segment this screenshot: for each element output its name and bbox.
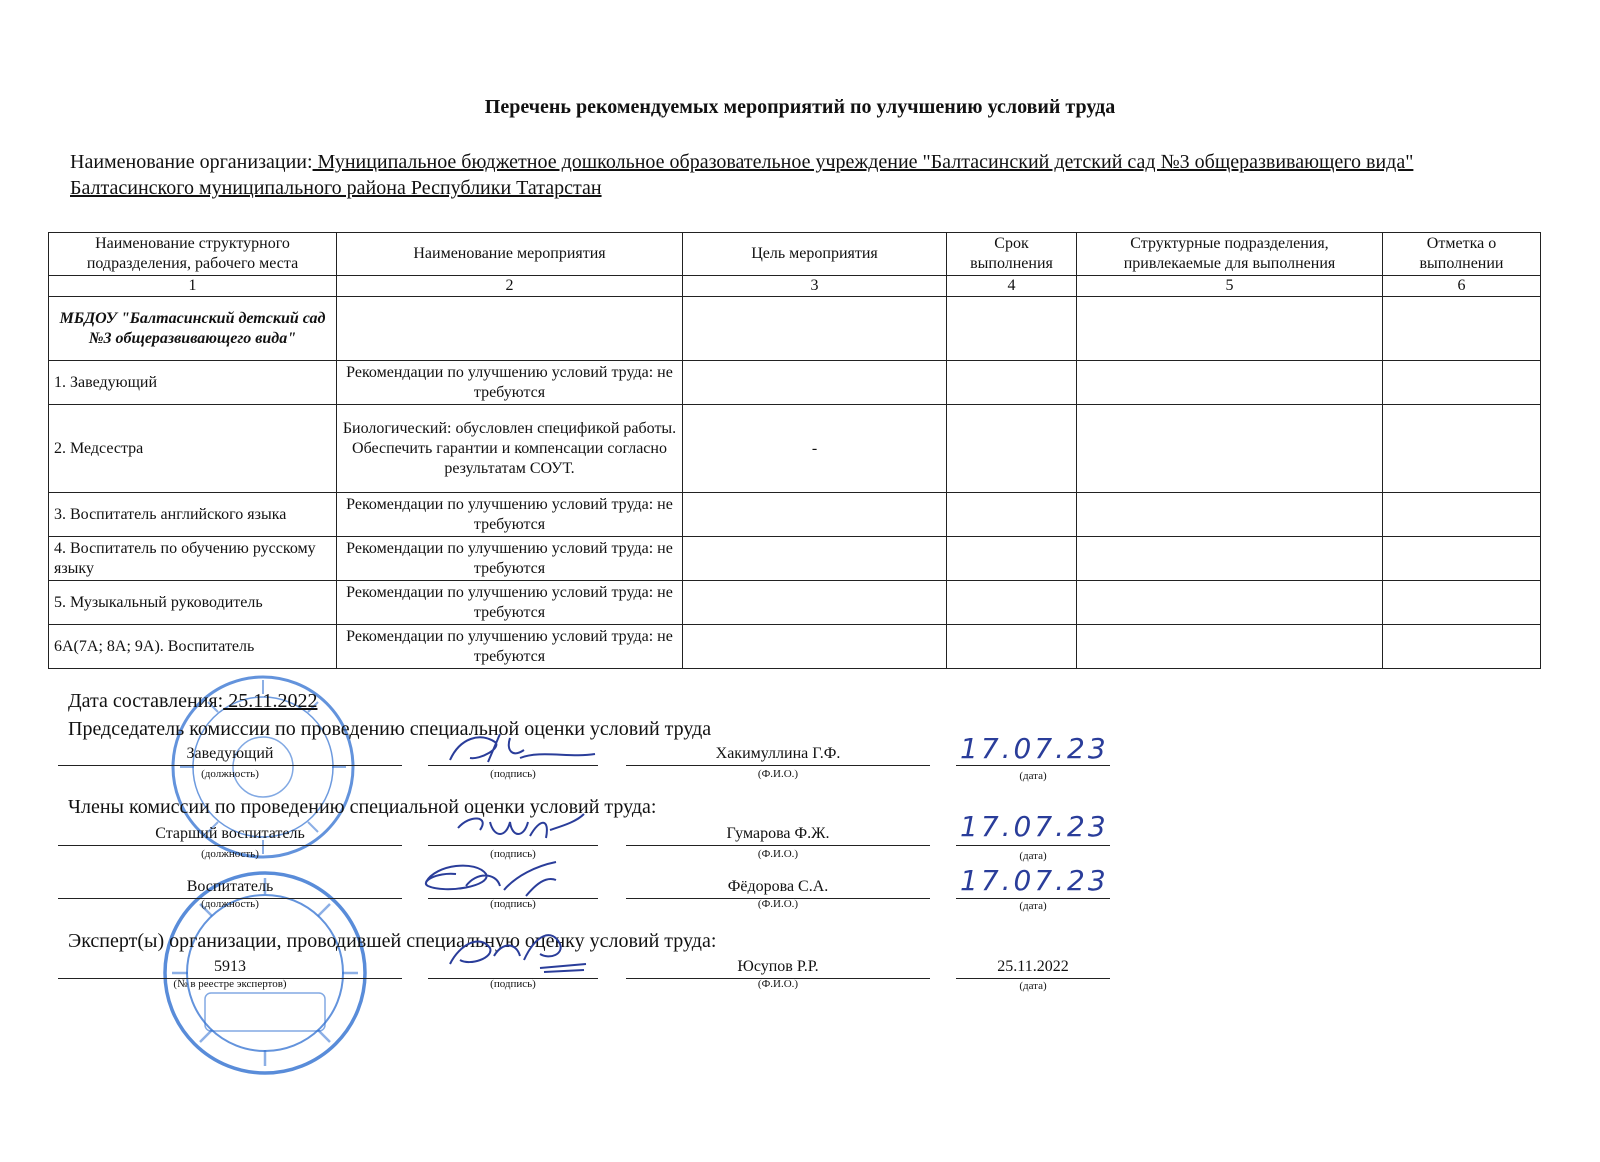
date-label: Дата составления: (68, 690, 224, 712)
member2-handwritten-date: 17.07.23 (960, 864, 1109, 897)
place-cell: 5. Музыкальный руководитель (49, 581, 337, 625)
column-numbers-row (49, 276, 1541, 297)
caption-fio: (Ф.И.О.) (757, 978, 799, 990)
chair-handwritten-date: 17.07.23 (960, 732, 1109, 765)
measure-cell: Рекомендации по улучшению условий труда: не требуются (337, 361, 683, 405)
expert-fio: Юсупов Р.Р. (626, 956, 930, 979)
chair-signature-icon (440, 728, 600, 768)
organization-cell: МБДОУ "Балтасинский детский сад №3 общеразвивающего вида" (49, 297, 337, 361)
caption-signature: (подпись) (490, 898, 536, 910)
expert-label: Эксперт(ы) организации, проводившей специальную оценку условий труда: (68, 930, 717, 952)
caption-fio: (Ф.И.О.) (757, 898, 799, 910)
caption-registry: (№ в реестре экспертов) (173, 978, 287, 990)
measure-cell: Рекомендации по улучшению условий труда: не требуются (337, 625, 683, 669)
header-deadline: Срок выполнения (947, 233, 1077, 276)
column-number: 6 (1383, 276, 1541, 297)
measure-cell: Рекомендации по улучшению условий труда: не требуются (337, 581, 683, 625)
caption-signature: (подпись) (490, 848, 536, 860)
member1-position: Старший воспитатель (58, 823, 402, 846)
table-row (49, 493, 1541, 537)
column-number: 3 (683, 276, 947, 297)
caption-date: (дата) (1019, 980, 1047, 992)
caption-fio: (Ф.И.О.) (757, 848, 799, 860)
member2-signature-icon (416, 856, 566, 904)
header-measure: Наименование мероприятия (337, 233, 683, 276)
expert-signature-icon (440, 924, 590, 978)
goal-cell (683, 581, 947, 625)
place-cell: 4. Воспитатель по обучению русскому языку (49, 537, 337, 581)
member1-handwritten-date: 17.07.23 (960, 810, 1109, 843)
goal-cell: - (683, 405, 947, 493)
document-title: Перечень рекомендуемых мероприятий по улучшению условий труда (484, 96, 1116, 118)
organization-label: Наименование организации: (70, 151, 313, 173)
expert-registry-number: 5913 (58, 956, 402, 979)
chair-fio: Хакимуллина Г.Ф. (626, 743, 930, 766)
measure-cell: Биологический: обусловлен спецификой работы. Обеспечить гарантии и компенсации согласно результатам СОУТ. (337, 405, 683, 493)
organization-name: Муниципальное бюджетное дошкольное образовательное учреждение "Балтасинский детский сад №3 общеразвивающего вида" Балтасинского муниципального района Республики Татарстан (70, 151, 1414, 199)
organization-line (70, 149, 1510, 201)
caption-date: (дата) (1019, 770, 1047, 782)
caption-fio: (Ф.И.О.) (757, 768, 799, 780)
chair-position: Заведующий (58, 743, 402, 766)
header-departments: Структурные подразделения, привлекаемые для выполнения (1077, 233, 1383, 276)
caption-position: (должность) (201, 848, 259, 860)
place-cell: 2. Медсестра (49, 405, 337, 493)
table-row (49, 581, 1541, 625)
place-cell: 1. Заведующий (49, 361, 337, 405)
member1-signature-icon (450, 808, 590, 848)
date-line (68, 690, 317, 713)
caption-date: (дата) (1019, 850, 1047, 862)
table-row (49, 361, 1541, 405)
column-number: 2 (337, 276, 683, 297)
measures-table (48, 232, 1541, 669)
column-number: 1 (49, 276, 337, 297)
caption-date: (дата) (1019, 900, 1047, 912)
measure-cell: Рекомендации по улучшению условий труда: не требуются (337, 537, 683, 581)
place-cell: 6А(7А; 8А; 9А). Воспитатель (49, 625, 337, 669)
column-number: 5 (1077, 276, 1383, 297)
date-value: 25.11.2022 (223, 690, 318, 712)
header-place: Наименование структурного подразделения, рабочего места (49, 233, 337, 276)
table-row-organization (49, 297, 1541, 361)
caption-signature: (подпись) (490, 768, 536, 780)
goal-cell (683, 361, 947, 405)
member2-position: Воспитатель (58, 876, 402, 899)
caption-position: (должность) (201, 768, 259, 780)
chair-label: Председатель комиссии по проведению специальной оценки условий труда (68, 718, 712, 740)
expert-date: 25.11.2022 (956, 956, 1110, 979)
caption-signature: (подпись) (490, 978, 536, 990)
goal-cell (683, 625, 947, 669)
goal-cell (683, 537, 947, 581)
table-row (49, 537, 1541, 581)
header-goal: Цель мероприятия (683, 233, 947, 276)
member1-fio: Гумарова Ф.Ж. (626, 823, 930, 846)
table-row (49, 625, 1541, 669)
measure-cell: Рекомендации по улучшению условий труда: не требуются (337, 493, 683, 537)
members-label: Члены комиссии по проведению специальной оценки условий труда: (68, 796, 657, 818)
column-number: 4 (947, 276, 1077, 297)
header-completion: Отметка о выполнении (1383, 233, 1541, 276)
place-cell: 3. Воспитатель английского языка (49, 493, 337, 537)
goal-cell (683, 493, 947, 537)
member2-fio: Фёдорова С.А. (626, 876, 930, 899)
caption-position: (должность) (201, 898, 259, 910)
table-row (49, 405, 1541, 493)
